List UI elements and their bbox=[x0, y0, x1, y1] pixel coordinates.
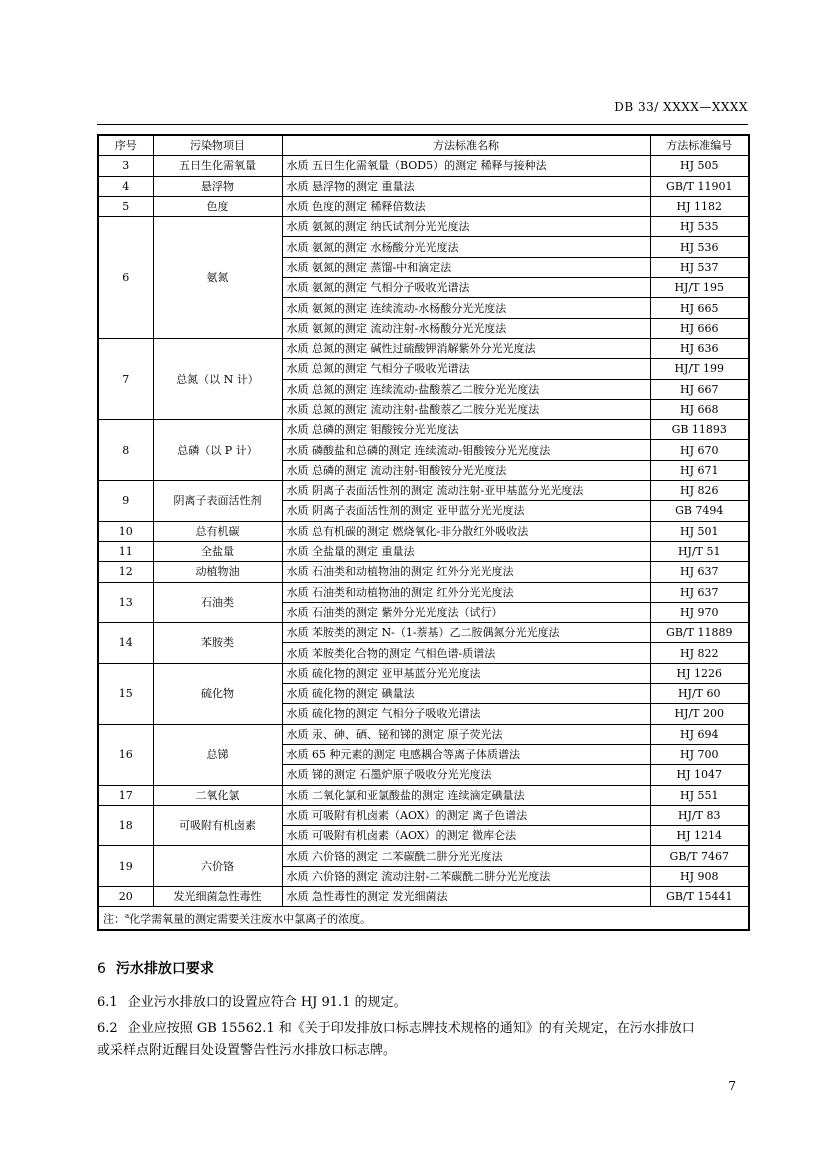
cell-method-code: HJ/T 51 bbox=[650, 541, 749, 561]
note-text: 化学需氧量的测定需要关注废水中氯离子的浓度。 bbox=[129, 912, 372, 926]
cell-pollutant: 硫化物 bbox=[153, 663, 282, 724]
cell-pollutant: 六价铬 bbox=[153, 846, 282, 887]
section-heading bbox=[97, 958, 214, 978]
cell-no: 6 bbox=[98, 217, 153, 339]
cell-method-name: 水质 六价铬的测定 流动注射-二苯碳酰二肼分光光度法 bbox=[282, 866, 650, 886]
cell-method-code: HJ 1226 bbox=[650, 663, 749, 683]
cell-method-name: 水质 氨氮的测定 水杨酸分光光度法 bbox=[282, 237, 650, 257]
note-label: 注： bbox=[103, 912, 125, 926]
paragraph-text: 或采样点附近醒目处设置警告性污水排放口标志牌。 bbox=[97, 1043, 397, 1058]
cell-method-name: 水质 氨氮的测定 流动注射-水杨酸分光光度法 bbox=[282, 318, 650, 338]
cell-no: 12 bbox=[98, 562, 153, 582]
cell-method-name: 水质 二氧化氯和亚氯酸盐的测定 连续滴定碘量法 bbox=[282, 785, 650, 805]
cell-method-code: GB 7494 bbox=[650, 501, 749, 521]
table-row bbox=[98, 846, 749, 866]
paragraph-6-2-continuation bbox=[97, 1040, 757, 1062]
cell-method-code: HJ 537 bbox=[650, 257, 749, 277]
cell-method-code: HJ 501 bbox=[650, 521, 749, 541]
paragraph-6-2 bbox=[97, 1018, 757, 1040]
cell-pollutant: 可吸附有机卤素 bbox=[153, 805, 282, 846]
cell-pollutant: 总磷（以 P 计） bbox=[153, 420, 282, 481]
header-no: 序号 bbox=[98, 135, 153, 156]
table-row bbox=[98, 785, 749, 805]
cell-no: 8 bbox=[98, 420, 153, 481]
page-number: 7 bbox=[728, 1079, 736, 1093]
cell-method-name: 水质 总氮的测定 碱性过硫酸钾消解紫外分光光度法 bbox=[282, 338, 650, 358]
cell-no: 3 bbox=[98, 156, 153, 176]
table-row bbox=[98, 541, 749, 561]
table-row bbox=[98, 481, 749, 501]
cell-method-name: 水质 六价铬的测定 二苯碳酰二肼分光光度法 bbox=[282, 846, 650, 866]
cell-method-code: HJ 668 bbox=[650, 399, 749, 419]
cell-method-code: HJ 822 bbox=[650, 643, 749, 663]
table-note bbox=[98, 907, 749, 930]
cell-method-name: 水质 可吸附有机卤素（AOX）的测定 微库仑法 bbox=[282, 826, 650, 846]
cell-no: 15 bbox=[98, 663, 153, 724]
cell-method-name: 水质 石油类的测定 紫外分光光度法（试行） bbox=[282, 602, 650, 622]
cell-method-name: 水质 总氮的测定 流动注射-盐酸萘乙二胺分光光度法 bbox=[282, 399, 650, 419]
cell-method-name: 水质 苯胺类化合物的测定 气相色谱-质谱法 bbox=[282, 643, 650, 663]
cell-pollutant: 发光细菌急性毒性 bbox=[153, 886, 282, 906]
cell-method-name: 水质 石油类和动植物油的测定 红外分光光度法 bbox=[282, 582, 650, 602]
header-method-code: 方法标准编号 bbox=[650, 135, 749, 156]
paragraph-text: 企业应按照 GB 15562.1 和《关于印发排放口标志牌技术规格的通知》的有关规定，在污水排放口 bbox=[127, 1021, 695, 1036]
cell-method-name: 水质 阴离子表面活性剂的测定 流动注射-亚甲基蓝分光光度法 bbox=[282, 481, 650, 501]
table-row bbox=[98, 217, 749, 237]
cell-no: 7 bbox=[98, 338, 153, 419]
cell-no: 20 bbox=[98, 886, 153, 906]
paragraph-6-1 bbox=[97, 992, 757, 1014]
cell-method-code: HJ 671 bbox=[650, 460, 749, 480]
cell-method-code: HJ/T 200 bbox=[650, 704, 749, 724]
cell-method-code: HJ 665 bbox=[650, 298, 749, 318]
cell-method-name: 水质 锑的测定 石墨炉原子吸收分光光度法 bbox=[282, 765, 650, 785]
cell-no: 16 bbox=[98, 724, 153, 785]
cell-method-code: GB 11893 bbox=[650, 420, 749, 440]
note-marker: a bbox=[125, 912, 130, 921]
table-row bbox=[98, 521, 749, 541]
table-row bbox=[98, 338, 749, 358]
cell-method-code: HJ 637 bbox=[650, 562, 749, 582]
table-row bbox=[98, 562, 749, 582]
cell-pollutant: 阴离子表面活性剂 bbox=[153, 481, 282, 522]
cell-method-code: HJ 670 bbox=[650, 440, 749, 460]
cell-method-code: GB/T 15441 bbox=[650, 886, 749, 906]
cell-method-name: 水质 五日生化需氧量（BOD5）的测定 稀释与接种法 bbox=[282, 156, 650, 176]
cell-no: 11 bbox=[98, 541, 153, 561]
cell-method-name: 水质 氨氮的测定 蒸馏-中和滴定法 bbox=[282, 257, 650, 277]
cell-method-name: 水质 硫化物的测定 气相分子吸收光谱法 bbox=[282, 704, 650, 724]
cell-method-code: HJ 637 bbox=[650, 582, 749, 602]
methods-table-body bbox=[98, 156, 749, 907]
table-row bbox=[98, 156, 749, 176]
cell-method-name: 水质 总氮的测定 气相分子吸收光谱法 bbox=[282, 359, 650, 379]
cell-method-code: HJ 694 bbox=[650, 724, 749, 744]
cell-method-code: GB/T 11889 bbox=[650, 623, 749, 643]
table-row bbox=[98, 724, 749, 744]
table-row bbox=[98, 886, 749, 906]
cell-method-code: HJ 535 bbox=[650, 217, 749, 237]
cell-method-name: 水质 氨氮的测定 气相分子吸收光谱法 bbox=[282, 278, 650, 298]
cell-no: 18 bbox=[98, 805, 153, 846]
cell-no: 10 bbox=[98, 521, 153, 541]
table-row bbox=[98, 176, 749, 196]
cell-pollutant: 动植物油 bbox=[153, 562, 282, 582]
cell-method-code: GB/T 11901 bbox=[650, 176, 749, 196]
cell-method-name: 水质 硫化物的测定 碘量法 bbox=[282, 684, 650, 704]
cell-method-name: 水质 65 种元素的测定 电感耦合等离子体质谱法 bbox=[282, 744, 650, 764]
header-pollutant: 污染物项目 bbox=[153, 135, 282, 156]
table-row bbox=[98, 663, 749, 683]
cell-method-code: HJ 700 bbox=[650, 744, 749, 764]
cell-pollutant: 总锑 bbox=[153, 724, 282, 785]
cell-no: 4 bbox=[98, 176, 153, 196]
table-row bbox=[98, 582, 749, 602]
cell-method-name: 水质 苯胺类的测定 N-（1-萘基）乙二胺偶氮分光光度法 bbox=[282, 623, 650, 643]
cell-method-name: 水质 磷酸盐和总磷的测定 连续流动-钼酸铵分光光度法 bbox=[282, 440, 650, 460]
cell-method-code: HJ/T 195 bbox=[650, 278, 749, 298]
cell-pollutant: 二氧化氯 bbox=[153, 785, 282, 805]
paragraph-number: 6.2 bbox=[97, 1021, 118, 1036]
cell-pollutant: 总有机碳 bbox=[153, 521, 282, 541]
cell-method-code: HJ 1214 bbox=[650, 826, 749, 846]
cell-method-code: HJ 826 bbox=[650, 481, 749, 501]
table-row bbox=[98, 196, 749, 216]
table-row bbox=[98, 805, 749, 825]
cell-method-name: 水质 可吸附有机卤素（AOX）的测定 离子色谱法 bbox=[282, 805, 650, 825]
cell-method-code: HJ 636 bbox=[650, 338, 749, 358]
cell-method-code: HJ/T 60 bbox=[650, 684, 749, 704]
section-title: 污水排放口要求 bbox=[115, 961, 214, 977]
cell-method-name: 水质 汞、砷、硒、铋和锑的测定 原子荧光法 bbox=[282, 724, 650, 744]
cell-method-name: 水质 阴离子表面活性剂的测定 亚甲蓝分光光度法 bbox=[282, 501, 650, 521]
table-row bbox=[98, 623, 749, 643]
cell-pollutant: 全盐量 bbox=[153, 541, 282, 561]
cell-method-code: HJ 666 bbox=[650, 318, 749, 338]
cell-no: 19 bbox=[98, 846, 153, 887]
cell-method-name: 水质 总磷的测定 流动注射-钼酸铵分光光度法 bbox=[282, 460, 650, 480]
section-number: 6 bbox=[97, 961, 106, 977]
cell-method-code: HJ 505 bbox=[650, 156, 749, 176]
cell-method-name: 水质 氨氮的测定 纳氏试剂分光光度法 bbox=[282, 217, 650, 237]
cell-no: 14 bbox=[98, 623, 153, 664]
cell-method-code: HJ/T 199 bbox=[650, 359, 749, 379]
cell-method-code: HJ 908 bbox=[650, 866, 749, 886]
cell-method-code: HJ/T 83 bbox=[650, 805, 749, 825]
cell-method-name: 水质 氨氮的测定 连续流动-水杨酸分光光度法 bbox=[282, 298, 650, 318]
cell-method-name: 水质 色度的测定 稀释倍数法 bbox=[282, 196, 650, 216]
cell-pollutant: 苯胺类 bbox=[153, 623, 282, 664]
cell-pollutant: 悬浮物 bbox=[153, 176, 282, 196]
cell-pollutant: 总氮（以 N 计） bbox=[153, 338, 282, 419]
cell-no: 9 bbox=[98, 481, 153, 522]
cell-method-name: 水质 总有机碳的测定 燃烧氧化-非分散红外吸收法 bbox=[282, 521, 650, 541]
document-code: DB 33/ XXXX—XXXX bbox=[614, 100, 748, 114]
cell-method-name: 水质 悬浮物的测定 重量法 bbox=[282, 176, 650, 196]
cell-method-name: 水质 总氮的测定 连续流动-盐酸萘乙二胺分光光度法 bbox=[282, 379, 650, 399]
cell-method-code: HJ 970 bbox=[650, 602, 749, 622]
methods-table bbox=[97, 134, 750, 931]
cell-method-code: HJ 667 bbox=[650, 379, 749, 399]
cell-method-code: GB/T 7467 bbox=[650, 846, 749, 866]
header-method-name: 方法标准名称 bbox=[282, 135, 650, 156]
cell-pollutant: 氨氮 bbox=[153, 217, 282, 339]
cell-method-code: HJ 536 bbox=[650, 237, 749, 257]
cell-pollutant: 色度 bbox=[153, 196, 282, 216]
cell-method-name: 水质 石油类和动植物油的测定 红外分光光度法 bbox=[282, 562, 650, 582]
cell-method-code: HJ 1182 bbox=[650, 196, 749, 216]
paragraph-text: 企业污水排放口的设置应符合 HJ 91.1 的规定。 bbox=[127, 995, 407, 1010]
table-note-row bbox=[98, 907, 749, 930]
paragraph-number: 6.1 bbox=[97, 995, 118, 1010]
cell-pollutant: 石油类 bbox=[153, 582, 282, 623]
cell-no: 5 bbox=[98, 196, 153, 216]
table-header-row bbox=[98, 135, 749, 156]
cell-no: 13 bbox=[98, 582, 153, 623]
header-rule bbox=[97, 124, 748, 125]
cell-method-code: HJ 551 bbox=[650, 785, 749, 805]
cell-pollutant: 五日生化需氧量 bbox=[153, 156, 282, 176]
cell-method-name: 水质 急性毒性的测定 发光细菌法 bbox=[282, 886, 650, 906]
cell-method-name: 水质 硫化物的测定 亚甲基蓝分光光度法 bbox=[282, 663, 650, 683]
cell-method-name: 水质 总磷的测定 钼酸铵分光光度法 bbox=[282, 420, 650, 440]
cell-no: 17 bbox=[98, 785, 153, 805]
table-row bbox=[98, 420, 749, 440]
cell-method-code: HJ 1047 bbox=[650, 765, 749, 785]
cell-method-name: 水质 全盐量的测定 重量法 bbox=[282, 541, 650, 561]
